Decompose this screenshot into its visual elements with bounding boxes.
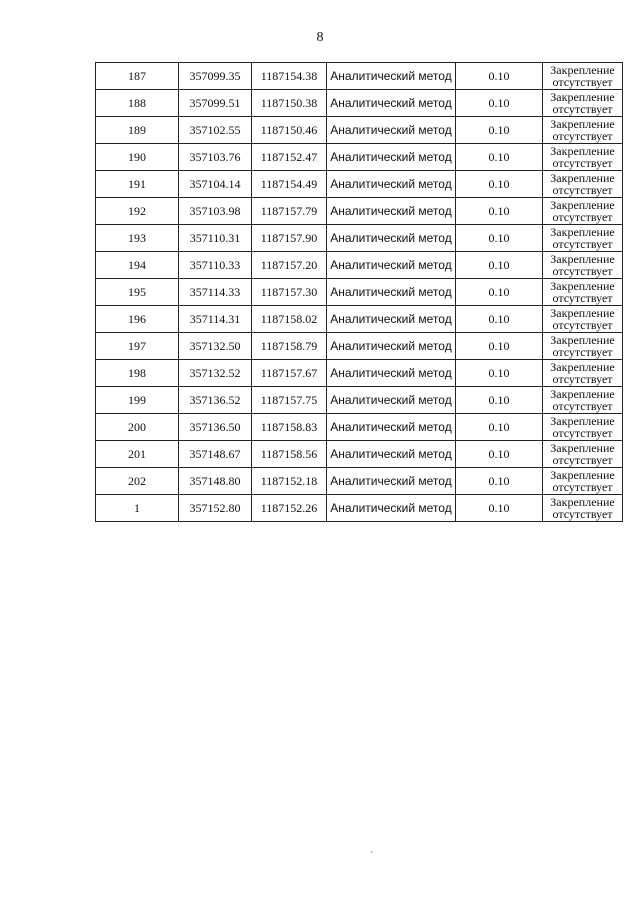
y-coordinate-cell: 1187158.83: [252, 414, 327, 441]
y-coordinate-cell: 1187150.46: [252, 117, 327, 144]
accuracy-cell: 0.10: [456, 414, 543, 441]
method-cell: Аналитический метод: [327, 333, 456, 360]
accuracy-cell: 0.10: [456, 225, 543, 252]
x-coordinate-cell: 357136.50: [179, 414, 252, 441]
table-row: [96, 252, 623, 279]
fixing-description-cell: Закрепление отсутствует: [543, 468, 623, 495]
x-coordinate-cell: 357136.52: [179, 387, 252, 414]
table-row: [96, 414, 623, 441]
table-row: [96, 387, 623, 414]
method-cell: Аналитический метод: [327, 441, 456, 468]
method-cell: Аналитический метод: [327, 387, 456, 414]
table-row: [96, 279, 623, 306]
method-cell: Аналитический метод: [327, 90, 456, 117]
accuracy-cell: 0.10: [456, 90, 543, 117]
fixing-description-cell: Закрепление отсутствует: [543, 333, 623, 360]
point-number-cell: 196: [96, 306, 179, 333]
table-row: [96, 468, 623, 495]
footer-mark: `: [370, 851, 374, 862]
y-coordinate-cell: 1187154.38: [252, 63, 327, 90]
method-cell: Аналитический метод: [327, 495, 456, 522]
point-number-cell: 194: [96, 252, 179, 279]
method-cell: Аналитический метод: [327, 144, 456, 171]
fixing-description-cell: Закрепление отсутствует: [543, 90, 623, 117]
coordinates-table-body: [96, 63, 623, 522]
table-row: [96, 441, 623, 468]
y-coordinate-cell: 1187152.47: [252, 144, 327, 171]
accuracy-cell: 0.10: [456, 117, 543, 144]
point-number-cell: 1: [96, 495, 179, 522]
accuracy-cell: 0.10: [456, 198, 543, 225]
y-coordinate-cell: 1187152.18: [252, 468, 327, 495]
accuracy-cell: 0.10: [456, 333, 543, 360]
point-number-cell: 189: [96, 117, 179, 144]
point-number-cell: 190: [96, 144, 179, 171]
x-coordinate-cell: 357148.80: [179, 468, 252, 495]
method-cell: Аналитический метод: [327, 414, 456, 441]
method-cell: Аналитический метод: [327, 63, 456, 90]
method-cell: Аналитический метод: [327, 117, 456, 144]
fixing-description-cell: Закрепление отсутствует: [543, 360, 623, 387]
fixing-description-cell: Закрепление отсутствует: [543, 414, 623, 441]
y-coordinate-cell: 1187157.75: [252, 387, 327, 414]
x-coordinate-cell: 357152.80: [179, 495, 252, 522]
table-row: [96, 495, 623, 522]
accuracy-cell: 0.10: [456, 468, 543, 495]
x-coordinate-cell: 357132.50: [179, 333, 252, 360]
y-coordinate-cell: 1187158.02: [252, 306, 327, 333]
method-cell: Аналитический метод: [327, 468, 456, 495]
table-row: [96, 198, 623, 225]
accuracy-cell: 0.10: [456, 360, 543, 387]
fixing-description-cell: Закрепление отсутствует: [543, 252, 623, 279]
point-number-cell: 200: [96, 414, 179, 441]
method-cell: Аналитический метод: [327, 225, 456, 252]
fixing-description-cell: Закрепление отсутствует: [543, 387, 623, 414]
accuracy-cell: 0.10: [456, 441, 543, 468]
x-coordinate-cell: 357099.35: [179, 63, 252, 90]
accuracy-cell: 0.10: [456, 387, 543, 414]
point-number-cell: 202: [96, 468, 179, 495]
point-number-cell: 191: [96, 171, 179, 198]
method-cell: Аналитический метод: [327, 306, 456, 333]
y-coordinate-cell: 1187157.90: [252, 225, 327, 252]
x-coordinate-cell: 357104.14: [179, 171, 252, 198]
fixing-description-cell: Закрепление отсутствует: [543, 495, 623, 522]
accuracy-cell: 0.10: [456, 279, 543, 306]
accuracy-cell: 0.10: [456, 252, 543, 279]
y-coordinate-cell: 1187157.67: [252, 360, 327, 387]
accuracy-cell: 0.10: [456, 63, 543, 90]
x-coordinate-cell: 357114.33: [179, 279, 252, 306]
y-coordinate-cell: 1187157.30: [252, 279, 327, 306]
x-coordinate-cell: 357132.52: [179, 360, 252, 387]
accuracy-cell: 0.10: [456, 171, 543, 198]
table-row: [96, 171, 623, 198]
coordinates-table: [95, 62, 623, 522]
method-cell: Аналитический метод: [327, 171, 456, 198]
table-row: [96, 63, 623, 90]
fixing-description-cell: Закрепление отсутствует: [543, 63, 623, 90]
table-row: [96, 333, 623, 360]
fixing-description-cell: Закрепление отсутствует: [543, 171, 623, 198]
point-number-cell: 199: [96, 387, 179, 414]
x-coordinate-cell: 357110.33: [179, 252, 252, 279]
fixing-description-cell: Закрепление отсутствует: [543, 144, 623, 171]
y-coordinate-cell: 1187157.20: [252, 252, 327, 279]
x-coordinate-cell: 357102.55: [179, 117, 252, 144]
method-cell: Аналитический метод: [327, 252, 456, 279]
table-row: [96, 117, 623, 144]
y-coordinate-cell: 1187158.79: [252, 333, 327, 360]
point-number-cell: 187: [96, 63, 179, 90]
fixing-description-cell: Закрепление отсутствует: [543, 198, 623, 225]
table-row: [96, 90, 623, 117]
accuracy-cell: 0.10: [456, 144, 543, 171]
accuracy-cell: 0.10: [456, 495, 543, 522]
y-coordinate-cell: 1187158.56: [252, 441, 327, 468]
point-number-cell: 197: [96, 333, 179, 360]
fixing-description-cell: Закрепление отсутствует: [543, 306, 623, 333]
x-coordinate-cell: 357103.98: [179, 198, 252, 225]
method-cell: Аналитический метод: [327, 360, 456, 387]
x-coordinate-cell: 357114.31: [179, 306, 252, 333]
fixing-description-cell: Закрепление отсутствует: [543, 117, 623, 144]
x-coordinate-cell: 357103.76: [179, 144, 252, 171]
fixing-description-cell: Закрепление отсутствует: [543, 441, 623, 468]
fixing-description-cell: Закрепление отсутствует: [543, 279, 623, 306]
table-row: [96, 306, 623, 333]
point-number-cell: 198: [96, 360, 179, 387]
x-coordinate-cell: 357099.51: [179, 90, 252, 117]
y-coordinate-cell: 1187157.79: [252, 198, 327, 225]
point-number-cell: 201: [96, 441, 179, 468]
y-coordinate-cell: 1187150.38: [252, 90, 327, 117]
x-coordinate-cell: 357148.67: [179, 441, 252, 468]
accuracy-cell: 0.10: [456, 306, 543, 333]
method-cell: Аналитический метод: [327, 198, 456, 225]
y-coordinate-cell: 1187152.26: [252, 495, 327, 522]
point-number-cell: 195: [96, 279, 179, 306]
fixing-description-cell: Закрепление отсутствует: [543, 225, 623, 252]
table-row: [96, 144, 623, 171]
point-number-cell: 192: [96, 198, 179, 225]
table-row: [96, 225, 623, 252]
x-coordinate-cell: 357110.31: [179, 225, 252, 252]
point-number-cell: 193: [96, 225, 179, 252]
method-cell: Аналитический метод: [327, 279, 456, 306]
point-number-cell: 188: [96, 90, 179, 117]
table-row: [96, 360, 623, 387]
page-number: 8: [316, 30, 324, 45]
y-coordinate-cell: 1187154.49: [252, 171, 327, 198]
